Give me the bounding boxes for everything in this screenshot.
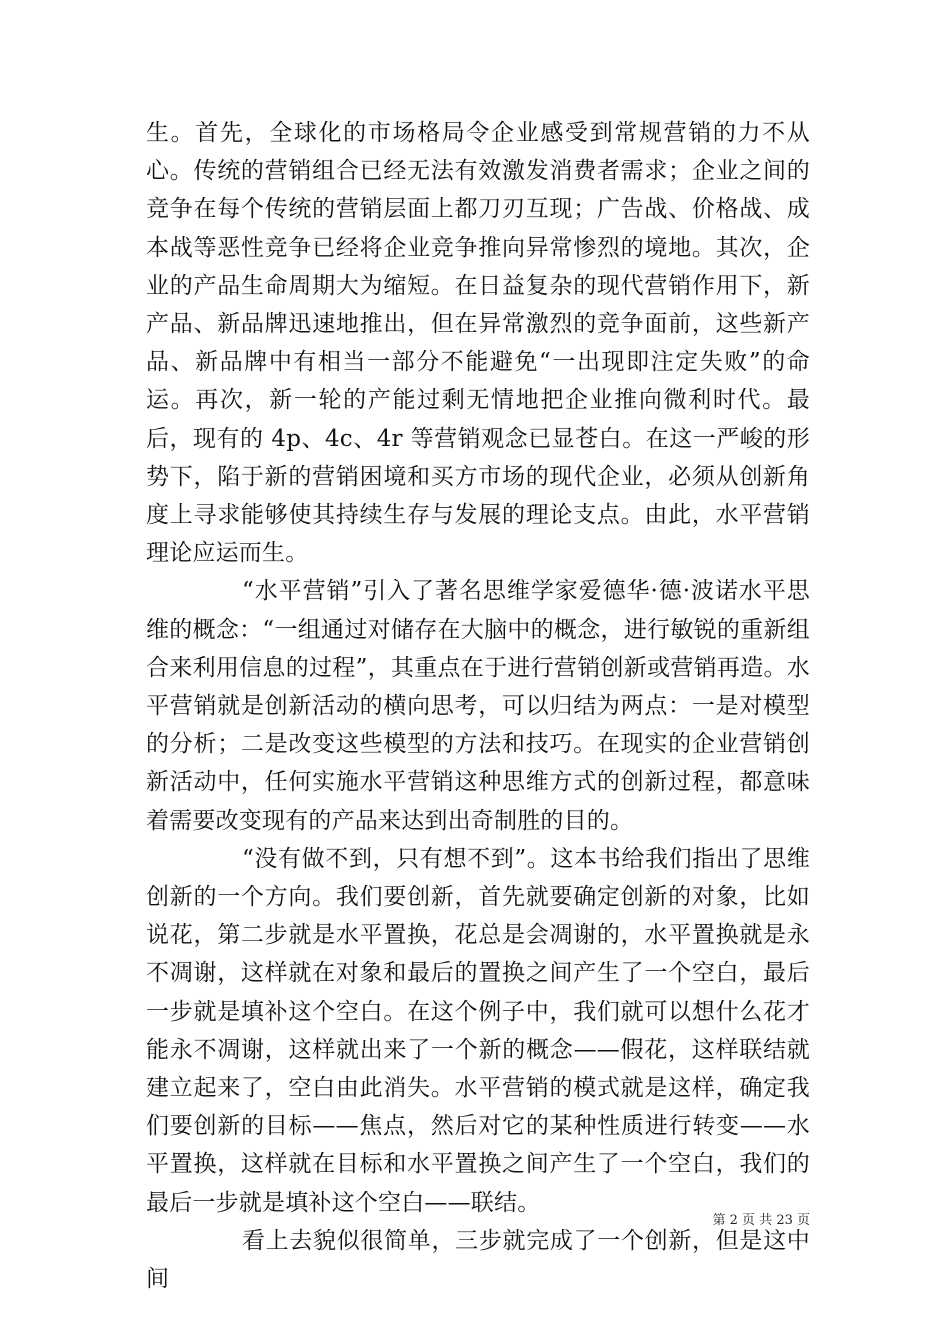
paragraph-flower-example: “没有做不到，只有想不到”。这本书给我们指出了思维创新的一个方向。我们要创新，首先就要确定创新的对象，比如说花，第二步就是水平置换，花总是会凋谢的，水平置换就是永不凋谢，这样就在对象和最后的置换之间产生了一个空白，最后一步就是填补这个空白。在这个例子中，我们就可以想什么花才能永不凋谢，这样就出来了一个新的概念——假花，这样联结就建立起来了，空白由此消失。水平营销的模式就是这样，确定我们要创新的目标——焦点，然后对它的某种性质进行转变——水平置换，这样就在目标和水平置换之间产生了一个空白，我们的最后一步就是填补这个空白——联结。 xyxy=(146,845,810,1216)
paragraph-lateral-marketing-intro: “水平营销”引入了著名思维学家爱德华·德·波诺水平思维的概念：“一组通过对储存在大脑中的概念，进行敏锐的重新组合来利用信息的过程”，其重点在于进行营销创新或营销再造。水平营销就是创新活动的横向思考，可以归结为两点：一是对模型的分析；二是改变这些模型的方法和技巧。在现实的企业营销创新活动中，任何实施水平营销这种思维方式的创新过程，都意味着需要改变现有的产品来达到出奇制胜的目的。 xyxy=(146,578,810,834)
paragraph-continuation: 生。首先，全球化的市场格局令企业感受到常规营销的力不从心。传统的营销组合已经无法有效激发消费者需求；企业之间的竞争在每个传统的营销层面上都刀刃互现；广告战、价格战、成本战等恶性竞争已经将企业竞争推向异常惨烈的境地。其次，企业的产品生命周期大为缩短。在日益复杂的现代营销作用下，新产品、新品牌迅速地推出，但在异常激烈的竞争面前，这些新产品、新品牌中有相当一部分不能避免“一出现即注定失败”的命运。再次，新一轮的产能过剩无情地把企业推向微利时代。最后，现有的 4p、4c、4r 等营销观念已显苍白。在这一严峻的形势下，陷于新的营销困境和买方市场的现代企业，必须从创新角度上寻求能够使其持续生存与发展的理论支点。由此，水平营销理论应运而生。 xyxy=(146,120,810,567)
page-number-footer: 第 2 页 共 23 页 xyxy=(712,1213,810,1228)
document-body xyxy=(146,114,810,1298)
paragraph-final-line: 看上去貌似很简单，三步就完成了一个创新，但是这中间 xyxy=(146,1227,810,1293)
